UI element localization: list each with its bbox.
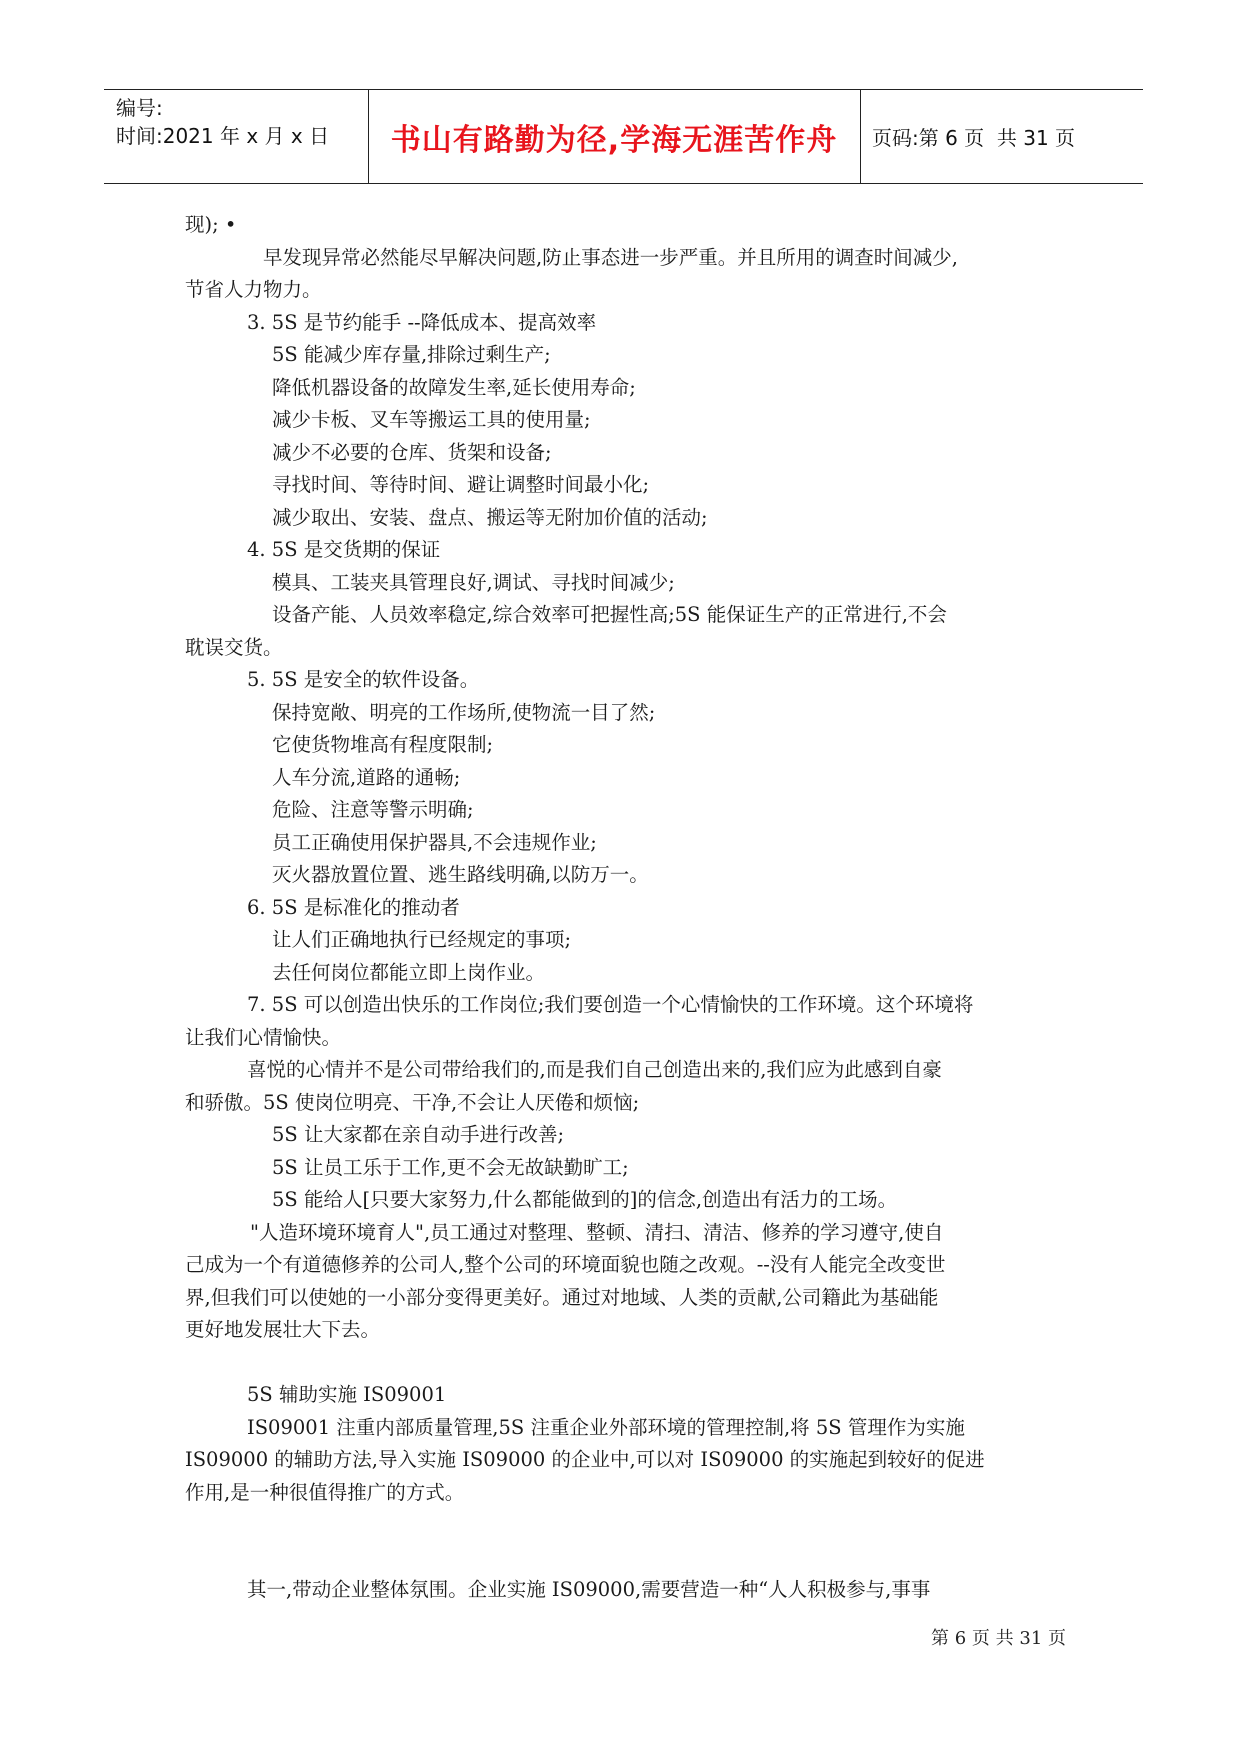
text-line: 更好地发展壮大下去。	[185, 1318, 381, 1341]
text-line: 员工正确使用保护器具,不会违规作业;	[272, 831, 597, 854]
text-line: IS09000 的辅助方法,导入实施 IS09000 的企业中,可以对 IS09000 的实施起到较好的促进	[185, 1448, 985, 1471]
page-header	[104, 89, 1143, 184]
text-line: 灭火器放置位置、逃生路线明确,以防万一。	[272, 863, 649, 886]
text-line: 和骄傲。5S 使岗位明亮、干净,不会让人厌倦和烦恼;	[185, 1091, 640, 1114]
text-line: 危险、注意等警示明确;	[272, 798, 474, 821]
text-line: 让人们正确地执行已经规定的事项;	[272, 928, 572, 951]
text-line: 作用,是一种很值得推广的方式。	[185, 1481, 465, 1504]
text-line: IS09001 注重内部质量管理,5S 注重企业外部环境的管理控制,将 5S 管理作为实施	[247, 1416, 965, 1439]
time-label: 时间:2021 年 x 月 x 日	[116, 124, 330, 148]
section-heading: 3. 5S 是节约能手 --降低成本、提高效率	[247, 311, 597, 334]
text-line: 模具、工装夹具管理良好,调试、寻找时间减少;	[272, 571, 675, 594]
text-line: 耽误交货。	[185, 636, 283, 659]
text-line: 寻找时间、等待时间、避让调整时间最小化;	[272, 473, 650, 496]
text-line: 现); •	[185, 213, 237, 236]
header-motto: 书山有路勤为径,学海无涯苦作舟	[390, 122, 838, 158]
text-line: 界,但我们可以使她的一小部分变得更美好。通过对地域、人类的贡献,公司籍此为基础能	[185, 1286, 939, 1309]
text-line: 节省人力物力。	[185, 278, 322, 301]
section-heading: 7. 5S 可以创造出快乐的工作岗位;我们要创造一个心情愉快的工作环境。这个环境将	[247, 993, 974, 1016]
text-line: 减少不必要的仓库、货架和设备;	[272, 441, 552, 464]
text-line: 让我们心情愉快。	[185, 1026, 342, 1049]
text-line: 己成为一个有道德修养的公司人,整个公司的环境面貌也随之改观。--没有人能完全改变世	[185, 1253, 946, 1276]
text-line: "人造环境环境育人",员工通过对整理、整顿、清扫、清洁、修养的学习遵守,使自	[250, 1221, 944, 1244]
header-page-number: 页码:第 6 页 共 31 页	[872, 126, 1076, 150]
section-heading: 6. 5S 是标准化的推动者	[247, 896, 460, 919]
section-heading: 4. 5S 是交货期的保证	[247, 538, 441, 561]
serial-number-label: 编号:	[116, 96, 163, 120]
text-line: 减少卡板、叉车等搬运工具的使用量;	[272, 408, 591, 431]
section-heading: 5. 5S 是安全的软件设备。	[247, 668, 480, 691]
page-footer: 第 6 页 共 31 页	[931, 1628, 1066, 1649]
text-line: 去任何岗位都能立即上岗作业。	[272, 961, 546, 984]
text-line: 设备产能、人员效率稳定,综合效率可把握性高;5S 能保证生产的正常进行,不会	[272, 603, 947, 626]
text-line: 其一,带动企业整体氛围。企业实施 IS09000,需要营造一种“人人积极参与,事事	[247, 1578, 931, 1601]
text-line: 喜悦的心情并不是公司带给我们的,而是我们自己创造出来的,我们应为此感到自豪	[247, 1058, 942, 1081]
text-line: 降低机器设备的故障发生率,延长使用寿命;	[272, 376, 636, 399]
text-line: 5S 让大家都在亲自动手进行改善;	[272, 1123, 565, 1146]
text-line: 5S 能给人[只要大家努力,什么都能做到的]的信念,创造出有活力的工场。	[272, 1188, 898, 1211]
text-line: 早发现异常必然能尽早解决问题,防止事态进一步严重。并且所用的调查时间减少,	[263, 246, 958, 269]
text-line: 5S 能减少库存量,排除过剩生产;	[272, 343, 551, 366]
text-line: 它使货物堆高有程度限制;	[272, 733, 494, 756]
header-meta	[116, 94, 329, 150]
text-line: 人车分流,道路的通畅;	[272, 766, 461, 789]
header-divider	[860, 90, 861, 183]
section-heading: 5S 辅助实施 IS09001	[247, 1383, 447, 1406]
text-line: 保持宽敞、明亮的工作场所,使物流一目了然;	[272, 701, 656, 724]
text-line: 减少取出、安装、盘点、搬运等无附加价值的活动;	[272, 506, 708, 529]
text-line: 5S 让员工乐于工作,更不会无故缺勤旷工;	[272, 1156, 629, 1179]
